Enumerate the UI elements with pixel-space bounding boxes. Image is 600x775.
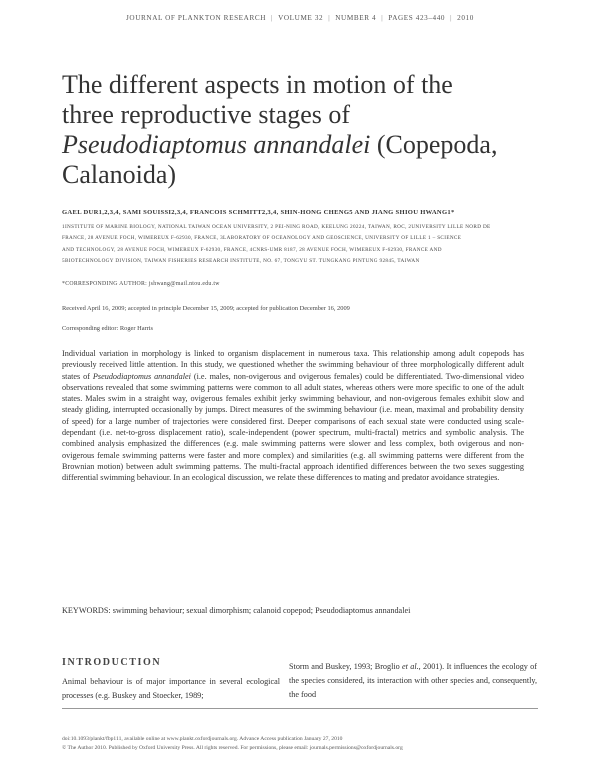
affiliation-line: FRANCE, 28 AVENUE FOCH, WIMEREUX F-62930, FRANCE, 3LABORATORY OF OCEANOLOGY AND GEOSCIENCE, UNIVERSITY OF LILLE 1 – SCIENCE — [62, 235, 462, 242]
pages: PAGES 423–440 — [388, 14, 446, 22]
volume: VOLUME 32 — [278, 14, 324, 22]
title-line: three reproductive stages of — [62, 100, 351, 129]
received-dates: Received April 16, 2009; accepted in principle December 15, 2009; accepted for publication December 16, 2009 — [62, 305, 350, 312]
issue-number: NUMBER 4 — [335, 14, 377, 22]
running-header — [0, 14, 600, 22]
corresponding-author: *CORRESPONDING AUTHOR: jshwang@mail.ntou.edu.tw — [62, 281, 220, 287]
section-heading-introduction: INTRODUCTION — [62, 657, 162, 668]
copyright-line: © The Author 2010. Published by Oxford University Press. All rights reserved. For permissions, please email: journals.permissions@oxfordjournals.org — [62, 745, 403, 751]
title-line: The different aspects in motion of the — [62, 70, 453, 99]
keywords-text: swimming behaviour; sexual dimorphism; calanoid copepod; Pseudodiaptomus annandalei — [110, 606, 411, 615]
header-separator: | — [450, 14, 453, 22]
author-list: GAEL DUR1,2,3,4, SAMI SOUISSI2,3,4, FRANCOIS SCHMITT2,3,4, SHIN-HONG CHENG5 AND JIANG SHIOU HWANG1* — [62, 209, 455, 216]
affiliations — [62, 222, 542, 267]
title-species: Pseudodiaptomus annandalei — [62, 130, 371, 159]
intro-column-left: Animal behaviour is of major importance in several ecological processes (e.g. Buskey and Stoecker, 1989; — [62, 677, 280, 700]
title-line: Calanoida) — [62, 160, 177, 189]
keywords — [62, 605, 524, 616]
header-separator: | — [381, 14, 384, 22]
header-separator: | — [328, 14, 331, 22]
title-line: Pseudodiaptomus annandalei (Copepoda, — [62, 130, 498, 159]
affiliation-line: 1INSTITUTE OF MARINE BIOLOGY, NATIONAL TAIWAN OCEAN UNIVERSITY, 2 PEI-NING ROAD, KEELUNG 20224, TAIWAN, ROC, 2UNIVERSITY LILLE NORD DE — [62, 224, 491, 230]
doi-line: doi:10.1093/plankt/fbp111, available online at www.plankt.oxfordjournals.org. Advance Access publication January 27, 2010 — [62, 736, 343, 742]
intro-column-right: Storm and Buskey, 1993; Broglio et al., 2001). It influences the ecology of the species considered, its interaction with other species and, consequently, the food — [289, 662, 537, 699]
affiliation-line: AND TECHNOLOGY, 28 AVENUE FOCH, WIMEREUX F-62930, FRANCE, 4CNRS-UMR 8187, 28 AVENUE FOCH, WIMEREUX F-62930, FRANCE AND — [62, 246, 442, 253]
keywords-label: KEYWORDS: — [62, 606, 111, 615]
header-separator: | — [271, 14, 274, 22]
abstract-species: Pseudodiaptomus annandalei — [92, 371, 191, 381]
journal-name: JOURNAL OF PLANKTON RESEARCH — [126, 14, 267, 22]
year: 2010 — [457, 14, 474, 22]
footer-divider — [62, 708, 538, 709]
footer — [62, 735, 542, 753]
article-title — [62, 70, 542, 190]
abstract: Individual variation in morphology is linked to organism displacement in numerous taxa. This relationship among adult copepods has previously received little attention. In this study, we questioned whether the swimming behaviour of three morphologically different adult states of Pseudodiaptomus annandalei (i.e. males, non-ovigerous and ovigerous females) could be differentiated. Two-dimensional video observations revealed that some swimming patterns were common to all adult states, whereas others were more specific to one of the adult states. Males swim in a straight way, ovigerous females exhibit jerky swimming behaviour, and non-ovigerous females exhibit slow and steady gliding, interrupted occasionally by jumps. Direct measures of the swimming behaviour (i.e. mean, maximal and probability density of speed) for a large number of trajectories were considered first. Deeper comparisons of each sexual state were conducted using scale-dependant (i.e. net-to-gross displacement ratio), scale-independent (power spectrum, multi-fractal) metrics and symbolic analysis. The combined analysis emphasized the differences (e.g. male swimming patterns were slower and less complex, both ovigerous and non-ovigerous female swimming patterns were faster and more complex) and similarities (e.g. all swimming patterns were different from the Brownian motion) between adult swimming patterns. The multi-fractal approach identified differences between the two sexes suggesting differential swimming behaviour. In an ecological discussion, we relate these differences to mating and predator avoidance strategies. — [62, 349, 525, 483]
corresponding-editor: Corresponding editor: Roger Harris — [62, 325, 154, 332]
affiliation-line: 5BIOTECHNOLOGY DIVISION, TAIWAN FISHERIES RESEARCH INSTITUTE, NO. 67, TONGYU ST. TUNGKANG PINTUNG 92845, TAIWAN — [62, 257, 420, 264]
